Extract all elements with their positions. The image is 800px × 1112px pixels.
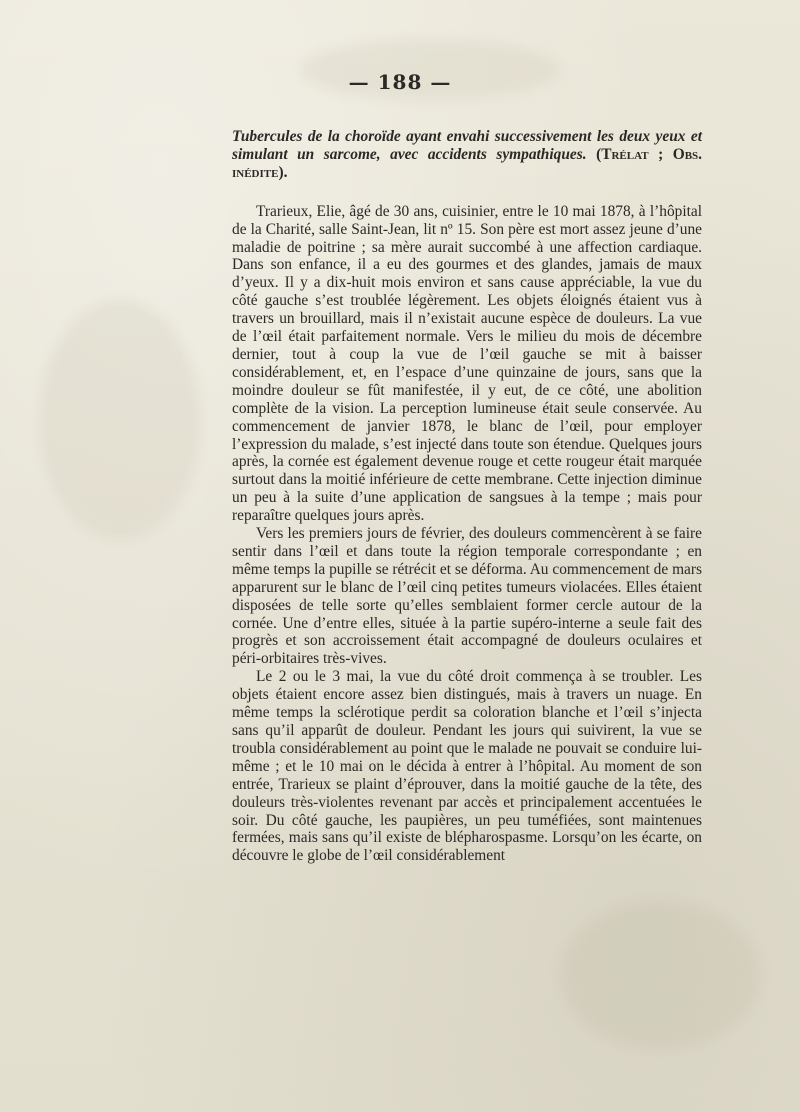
paper-stain (40, 300, 200, 540)
observation-source: (Trélat ; Obs. inédite). (232, 145, 703, 181)
paper-stain (560, 900, 760, 1050)
paragraph-2: Vers les premiers jours de février, des douleurs commencèrent à se faire sentir dans l’œil et dans toute la région temporale correspondante ; en même temps la pupille se rétrécit et se déforma. Au commencement de mars apparurent sur le blanc de l’œil cinq petites tumeurs violacées. Elles étaient disposées de telle sorte qu’elles semblaient former cercle autour de la cornée. Une d’entre elles, située à la partie supéro-interne a seule fait des progrès et son accroissement était accompagné de douleurs oculaires et péri-orbitaires très-vives. (232, 525, 702, 668)
paragraph-1: Trarieux, Elie, âgé de 30 ans, cuisinier, entre le 10 mai 1878, à l’hôpital de la Charité, salle Saint-Jean, lit nº 15. Son père est mort assez jeune d’une maladie de poitrine ; sa mère aurait succombé à une affection cardiaque. Dans son enfance, il a eu des gourmes et des glandes, jamais de maux d’yeux. Il y a dix-huit mois environ et sans cause appréciable, la vue du côté gauche s’est troublée légèrement. Les objets éloignés étaient vus à travers un brouillard, mais il n’existait aucune espèce de douleurs. La vue de l’œil était parfaitement normale. Vers le milieu du mois de décembre dernier, tout à coup la vue de l’œil gauche se mit à baisser considérablement, et, en l’espace d’une quinzaine de jours, sans que la moindre douleur se fût manifestée, il y eut, de ce côté, une abolition complète de la vision. La perception lumineuse était seule conservée. Au commencement de janvier 1878, le blanc de l’œil, pour employer l’expression du malade, s’est injecté dans toute son étendue. Quelques jours après, la cornée est également devenue rouge et cette rougeur était marquée surtout dans la moitié inférieure de cette membrane. Cette injection diminue un peu à la suite d’une application de sangsues à la tempe ; mais pour reparaître quelques jours après. (232, 202, 702, 525)
observation-title: Tubercules de la choroïde ayant envahi successivement les deux yeux et simulant un sarcome, avec accidents sympathiques. (232, 128, 702, 163)
observation-heading (232, 128, 702, 182)
paragraph-3: Le 2 ou le 3 mai, la vue du côté droit commença à se troubler. Les objets étaient encore assez bien distingués, mais à travers un nuage. En même temps la sclérotique perdit sa coloration blanche et l’œil s’injecta sans qu’il apparût de douleur. Pendant les jours qui suivirent, la vue se troubla considérablement au point que le malade ne pouvait se conduire lui-même ; et le 10 mai on le décida à entrer à l’hôpital. Au moment de son entrée, Trarieux se plaint d’éprouver, dans la moitié gauche de la tête, des douleurs très-violentes revenant par accès et principalement accentuées le soir. Du côté gauche, les paupières, un peu tuméfiées, sont maintenues fermées, mais sans qu’il existe de blépharospasme. Lorsqu’on les écarte, on découvre le globe de l’œil considérablement (232, 668, 702, 865)
body-text (232, 128, 702, 865)
page-number: — 188 — (348, 70, 452, 94)
